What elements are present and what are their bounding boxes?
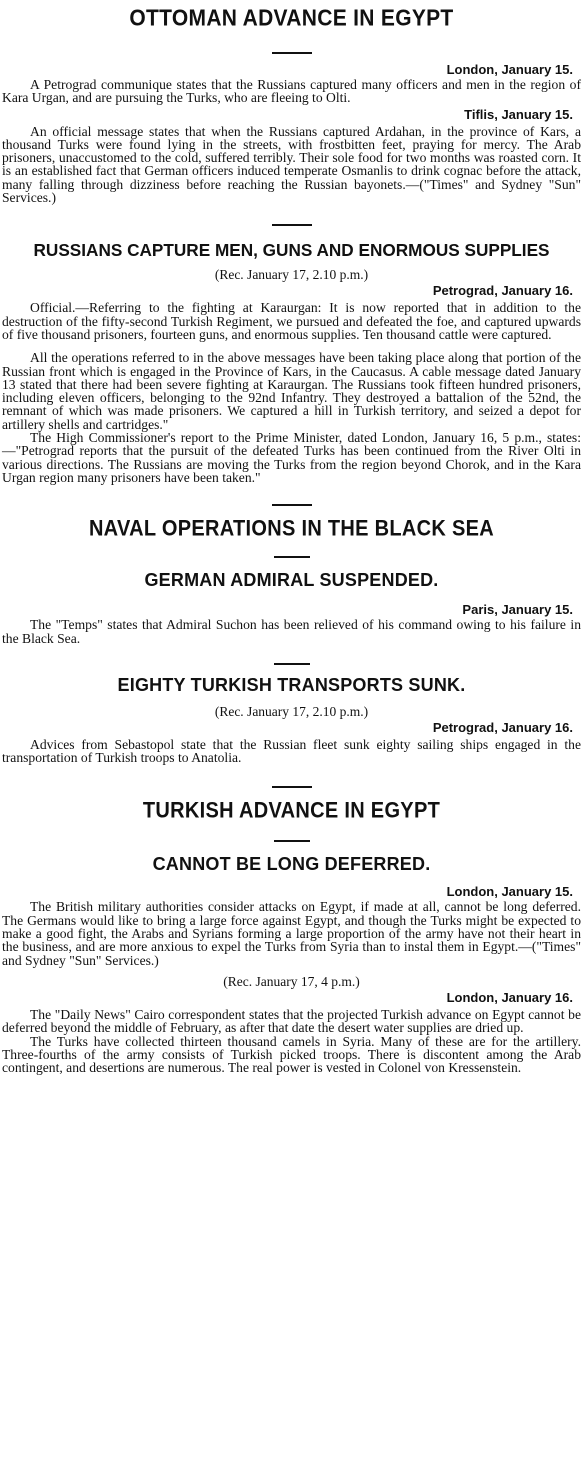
article-paragraph: All the operations referred to in the above messages have been taking place along that portion of the Russian front which is engaged in the Province of Kars, in the Caucasus. A cable message dated January 13 stated that there had been severe fighting at Karaurgan. The Russians took fifteen hundred prisoners, including eleven officers, belonging to the 92nd Infantry. They destroyed a battalion of the 52nd, the remnant of which was made prisoners. We captured a hill in Turkish territory, and seized a depot for artillery shells and cartridges."	[2, 350, 581, 432]
headline: NAVAL OPERATIONS IN THE BLACK SEA	[88, 517, 495, 542]
subheadline: CANNOT BE LONG DEFERRED.	[152, 854, 431, 875]
article-turkish-advance	[2, 798, 581, 1074]
divider-rule	[272, 786, 312, 788]
divider-rule	[272, 504, 312, 506]
divider-rule	[274, 556, 310, 558]
headline: TURKISH ADVANCE IN EGYPT	[142, 799, 441, 824]
headline: OTTOMAN ADVANCE IN EGYPT	[129, 5, 454, 32]
article-naval-operations	[2, 516, 581, 764]
article-paragraph: Advices from Sebastopol state that the Russian fleet sunk eighty sailing ships engaged in the transportation of Turkish troops to Anatolia.	[2, 736, 581, 766]
dateline: London, January 15.	[446, 62, 573, 77]
dateline: Petrograd, January 16.	[432, 283, 573, 299]
article-paragraph: The Turks have collected thirteen thousand camels in Syria. Many of these are for the artillery. Three-fourths of the army consists of Turkish picked troops. There is discontent among the Arab contingent, and desertions are numerous. The real power is vested in Colonel von Kressenstein.	[2, 1033, 581, 1076]
article-paragraph: An official message states that when the Russians captured Ardahan, in the province of Kars, a thousand Turks were found lying in the streets, with frostbitten feet, praying for mercy. The Arab prisoners, unaccustomed to the cold, suffered terribly. Their sole food for two months was roasted corn. It is an established fact that German officers induced temperate Osmanlis to drink cognac before the attack, many falling through dizziness before reaching the Russian bayonets.—("Times" and Sydney "Sun" Services.)	[2, 123, 581, 206]
article-ottoman-advance	[2, 6, 581, 204]
dateline: Petrograd, January 16.	[432, 719, 573, 735]
subheadline: EIGHTY TURKISH TRANSPORTS SUNK.	[117, 674, 466, 695]
received-line: (Rec. January 17, 2.10 p.m.)	[214, 267, 369, 283]
divider-rule	[274, 663, 310, 665]
received-line: (Rec. January 17, 4 p.m.)	[223, 973, 360, 989]
article-paragraph: The British military authorities consider attacks on Egypt, if made at all, cannot be long deferred. The Germans would like to bring a large force against Egypt, and though the Turks might be expected to make a good fight, the Arabs and Syrians forming a large proportion of the army have not their heart in the business, and are more anxious to expel the Turks from Syria than to instal them in Egypt.—("Times" and Sydney "Sun" Services.)	[2, 899, 581, 968]
article-paragraph: The "Temps" states that Admiral Suchon has been relieved of his command owing to his failure in the Black Sea.	[2, 617, 581, 646]
newspaper-page	[0, 6, 585, 1464]
divider-rule	[274, 840, 310, 842]
article-russians-capture	[2, 238, 581, 484]
dateline: London, January 16.	[446, 989, 573, 1005]
received-line: (Rec. January 17, 2.10 p.m.)	[214, 703, 369, 719]
divider-rule	[272, 52, 312, 54]
article-paragraph: The "Daily News" Cairo correspondent states that the projected Turkish advance on Egypt cannot be deferred beyond the middle of February, as after that date the desert water supplies are dried up.	[2, 1006, 581, 1036]
dateline: Paris, January 15.	[462, 602, 573, 618]
subheadline: GERMAN ADMIRAL SUSPENDED.	[144, 570, 439, 591]
article-paragraph: A Petrograd communique states that the Russians captured many officers and men in the region of Kara Urgan, and are pursuing the Turks, who are fleeing to Olti.	[2, 77, 581, 106]
article-paragraph: Official.—Referring to the fighting at Karaurgan: It is now reported that in addition to the destruction of the fifty-second Turkish Regiment, we pursued and defeated the foe, and captured upwards of five thousand prisoners, fourteen guns, and enormous supplies. Ten thousand cattle were captured.	[2, 300, 581, 342]
article-paragraph: The High Commissioner's report to the Prime Minister, dated London, January 16, 5 p.m., states:—"Petrograd reports that the pursuit of the defeated Turks has been continued from the River Olti in various directions. The Russians are moving the Turks from the region beyond Chorok, and in the Kara Urgan region many prisoners have been taken."	[2, 430, 581, 485]
headline: RUSSIANS CAPTURE MEN, GUNS AND ENORMOUS SUPPLIES	[33, 240, 550, 261]
dateline: London, January 15.	[446, 884, 573, 900]
dateline: Tiflis, January 15.	[464, 106, 573, 122]
divider-rule	[272, 224, 312, 226]
